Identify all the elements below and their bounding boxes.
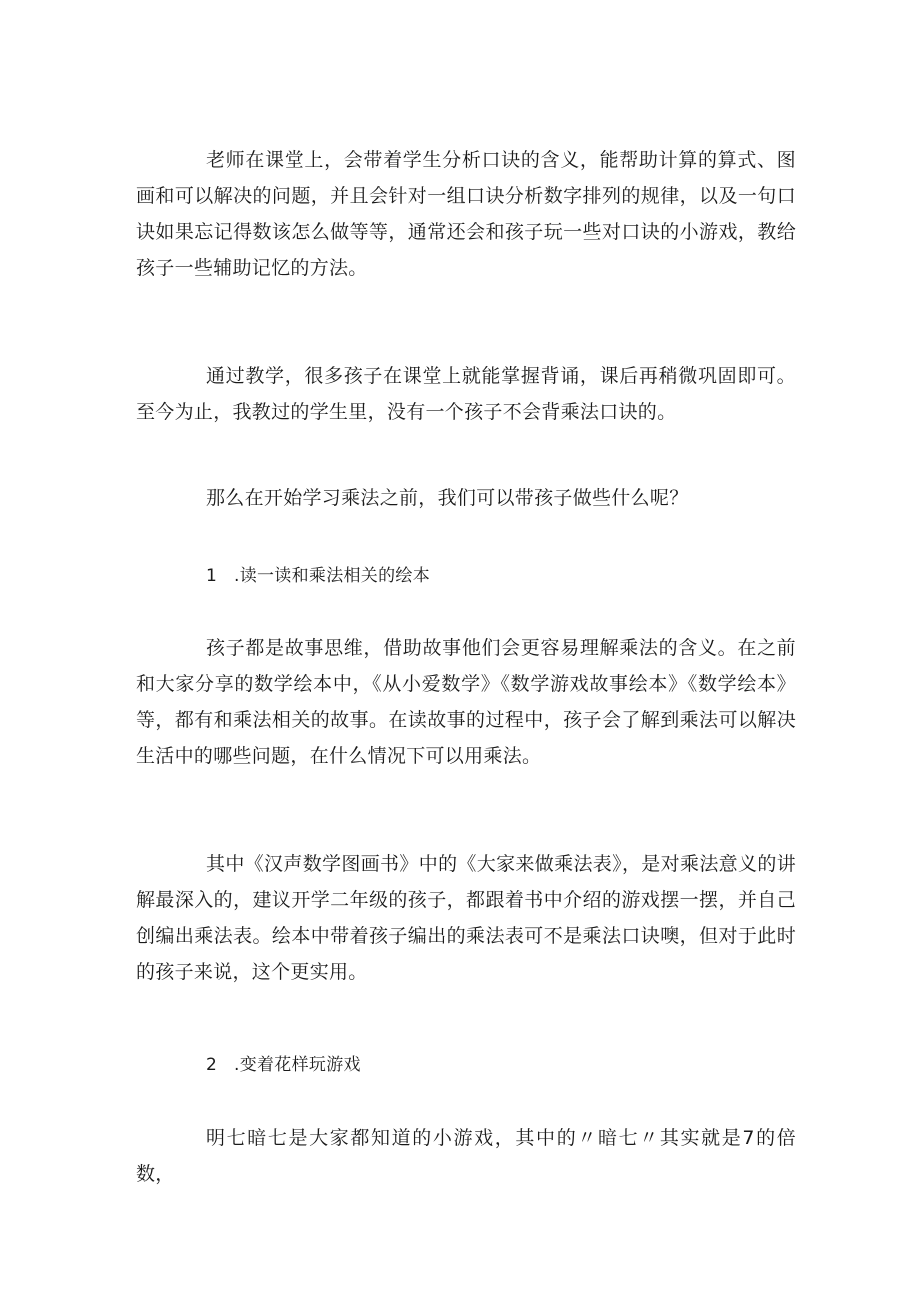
heading-number: 2 xyxy=(206,1055,218,1075)
paragraph-teacher-classroom: 老师在课堂上，会带着学生分析口诀的含义，能帮助计算的算式、图画和可以解决的问题，并且会针对一组口诀分析数字排列的规律，以及一句口诀如果忘记得数该怎么做等等，通常还会和孩子玩一些对口诀的小游戏，教给孩子一些辅助记忆的方法。 xyxy=(136,149,796,279)
paragraph-hansheng-book: 其中《汉声数学图画书》中的《大家来做乘法表》，是对乘法意义的讲解最深入的，建议开学二年级的孩子，都跟着书中介绍的游戏摆一摆，并自己创编出乘法表。绘本中带着孩子编出的乘法表可不是乘法口诀噢，但对于此时的孩子来说，这个更实用。 xyxy=(136,853,796,983)
paragraph-question: 那么在开始学习乘法之前，我们可以带孩子做些什么呢？ xyxy=(206,487,689,509)
heading-text: .读一读和乘法相关的绘本 xyxy=(234,566,431,586)
paragraph-teaching-result: 通过教学，很多孩子在课堂上就能掌握背诵，课后再稍微巩固即可。至今为止，我教过的学生里，没有一个孩子不会背乘法口诀的。 xyxy=(136,365,796,423)
heading-number: 1 xyxy=(206,566,218,586)
section-heading-picture-books xyxy=(206,564,430,588)
paragraph-story-thinking: 孩子都是故事思维，借助故事他们会更容易理解乘法的含义。在之前和大家分享的数学绘本中，《从小爱数学》《数学游戏故事绘本》《数学绘本》等，都有和乘法相关的故事。在读故事的过程中，孩子会了解到乘法可以解决生活中的哪些问题，在什么情况下可以用乘法。 xyxy=(136,637,796,767)
heading-text: .变着花样玩游戏 xyxy=(234,1055,361,1075)
paragraph-game-seven: 明七暗七是大家都知道的小游戏，其中的〃暗七〃其实就是7的倍数， xyxy=(136,1127,796,1185)
section-heading-games xyxy=(206,1053,361,1077)
